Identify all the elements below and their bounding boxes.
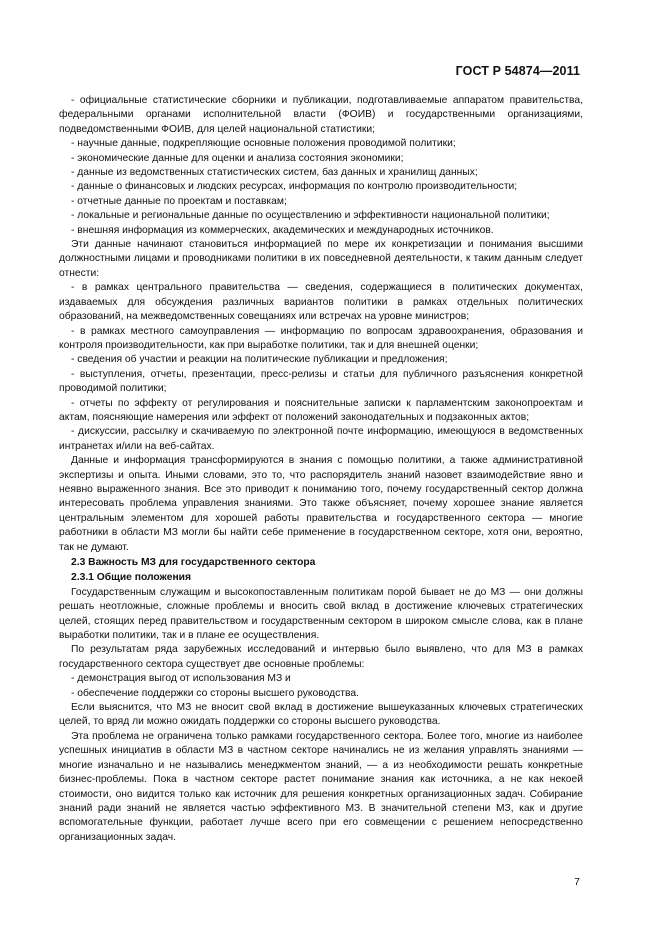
paragraph: - научные данные, подкрепляющие основные положения проводимой политики; bbox=[71, 138, 456, 150]
paragraph: По результатам ряда зарубежных исследований и интервью было выявлено, что для МЗ в рамках государственного сектора существует две основные проблемы: bbox=[59, 644, 583, 670]
paragraph: - отчетные данные по проектам и поставкам; bbox=[71, 195, 287, 207]
document-code: ГОСТ Р 54874—2011 bbox=[455, 64, 580, 78]
paragraph: - отчеты по эффекту от регулирования и пояснительные записки к парламентским законопроектам и актам, поясняющие намерения или эффект от положений законодательных и подзаконных актов; bbox=[59, 397, 583, 423]
paragraph: - в рамках центрального правительства — сведения, содержащиеся в политических документах, издаваемых для обсуждения различных вариантов политики в рамках отдельных политических образований, на межведомственных совещаниях или встречах на уровне министров; bbox=[59, 282, 583, 323]
section-heading-2-3: 2.3 Важность МЗ для государственного сектора bbox=[71, 557, 316, 568]
paragraph: Государственным служащим и высокопоставленным политикам порой бывает не до МЗ — они должны решать неотложные, сложные проблемы и вносить свой вклад в достижение ключевых стратегических целей, стоящих перед правительством и государственным сектором в широком смысле слова, как в плане выработки политики, так и в плане ее осуществления. bbox=[59, 586, 583, 642]
page-number: 7 bbox=[574, 876, 580, 888]
paragraph: Эта проблема не ограничена только рамками государственного сектора. Более того, многие из наиболее успешных инициатив в области МЗ в частном секторе начинались не из желания управлять знаниями — многие изначально и не назывались менеджментом знаний, — а из необходимости решать конкретные бизнес-проблемы. Пока в частном секторе растет понимание знания как источника, а не как некоей стоимости, оно видится только как источник для решения конкретных организационных задач. Собирание знаний ради знаний не является частью эффективного МЗ. В значительной степени МЗ, как и другие вспомогательные функции, работает лучше всего при его совмещении с решением непосредственно организационных задач. bbox=[59, 730, 583, 843]
paragraph: - данные о финансовых и людских ресурсах, информация по контролю производительности; bbox=[71, 181, 518, 193]
paragraph: - дискуссии, рассылку и скачиваемую по электронной почте информацию, имеющуюся в ведомственных интранетах и/или на веб-сайтах. bbox=[59, 426, 583, 452]
paragraph: - экономические данные для оценки и анализа состояния экономики; bbox=[71, 152, 404, 164]
paragraph: - обеспечение поддержки со стороны высшего руководства. bbox=[71, 687, 359, 699]
paragraph: - внешняя информация из коммерческих, академических и международных источников. bbox=[71, 224, 494, 236]
page-body bbox=[59, 94, 583, 845]
paragraph: Эти данные начинают становиться информацией по мере их конкретизации и понимания высшими должностными лицами и проводниками политики в их повседневной деятельности, к таким данным следует отнести: bbox=[59, 239, 583, 279]
paragraph: - данные из ведомственных статистических систем, баз данных и хранилищ данных; bbox=[71, 167, 478, 179]
paragraph: - выступления, отчеты, презентации, пресс-релизы и статьи для публичного разъяснения конкретной проводимой политики; bbox=[59, 368, 583, 395]
paragraph: Если выяснится, что МЗ не вносит свой вклад в достижение вышеуказанных ключевых стратегических целей, то вряд ли можно ожидать поддержки со стороны высшего руководства. bbox=[59, 702, 583, 728]
paragraph: Данные и информация трансформируются в знания с помощью политики, а также административной экспертизы и опыта. Иными словами, это то, что распорядитель знаний назовет взаимодействие явно и неявно выраженного знания. Все это приводит к пониманию того, почему государственный сектор должна интересовать проблема управления знаниями. Это также объясняет, почему хорошее знание является центральным элементом для хорошей работы правительства и государственного сектора — многие работники в области МЗ могли бы найти себе применение в государственном секторе, хотя они, вероятно, так не думают. bbox=[59, 455, 583, 553]
paragraph: - в рамках местного самоуправления — информацию по вопросам здравоохранения, образования и контроля производительности, как при выработке политики, так и для внешней оценки; bbox=[59, 325, 583, 351]
paragraph: - локальные и региональные данные по осуществлению и эффективности национальной политики; bbox=[71, 210, 550, 222]
paragraph: - официальные статистические сборники и публикации, подготавливаемые аппаратом правительства, федеральными органами исполнительной власти (ФОИВ) и государственными организациями, подведомственными ФОИВ, для целей национальной статистики; bbox=[59, 95, 583, 135]
paragraph: - сведения об участии и реакции на политические публикации и предложения; bbox=[71, 354, 448, 366]
paragraph: - демонстрация выгод от использования МЗ и bbox=[71, 673, 291, 685]
section-heading-2-3-1: 2.3.1 Общие положения bbox=[71, 572, 191, 584]
